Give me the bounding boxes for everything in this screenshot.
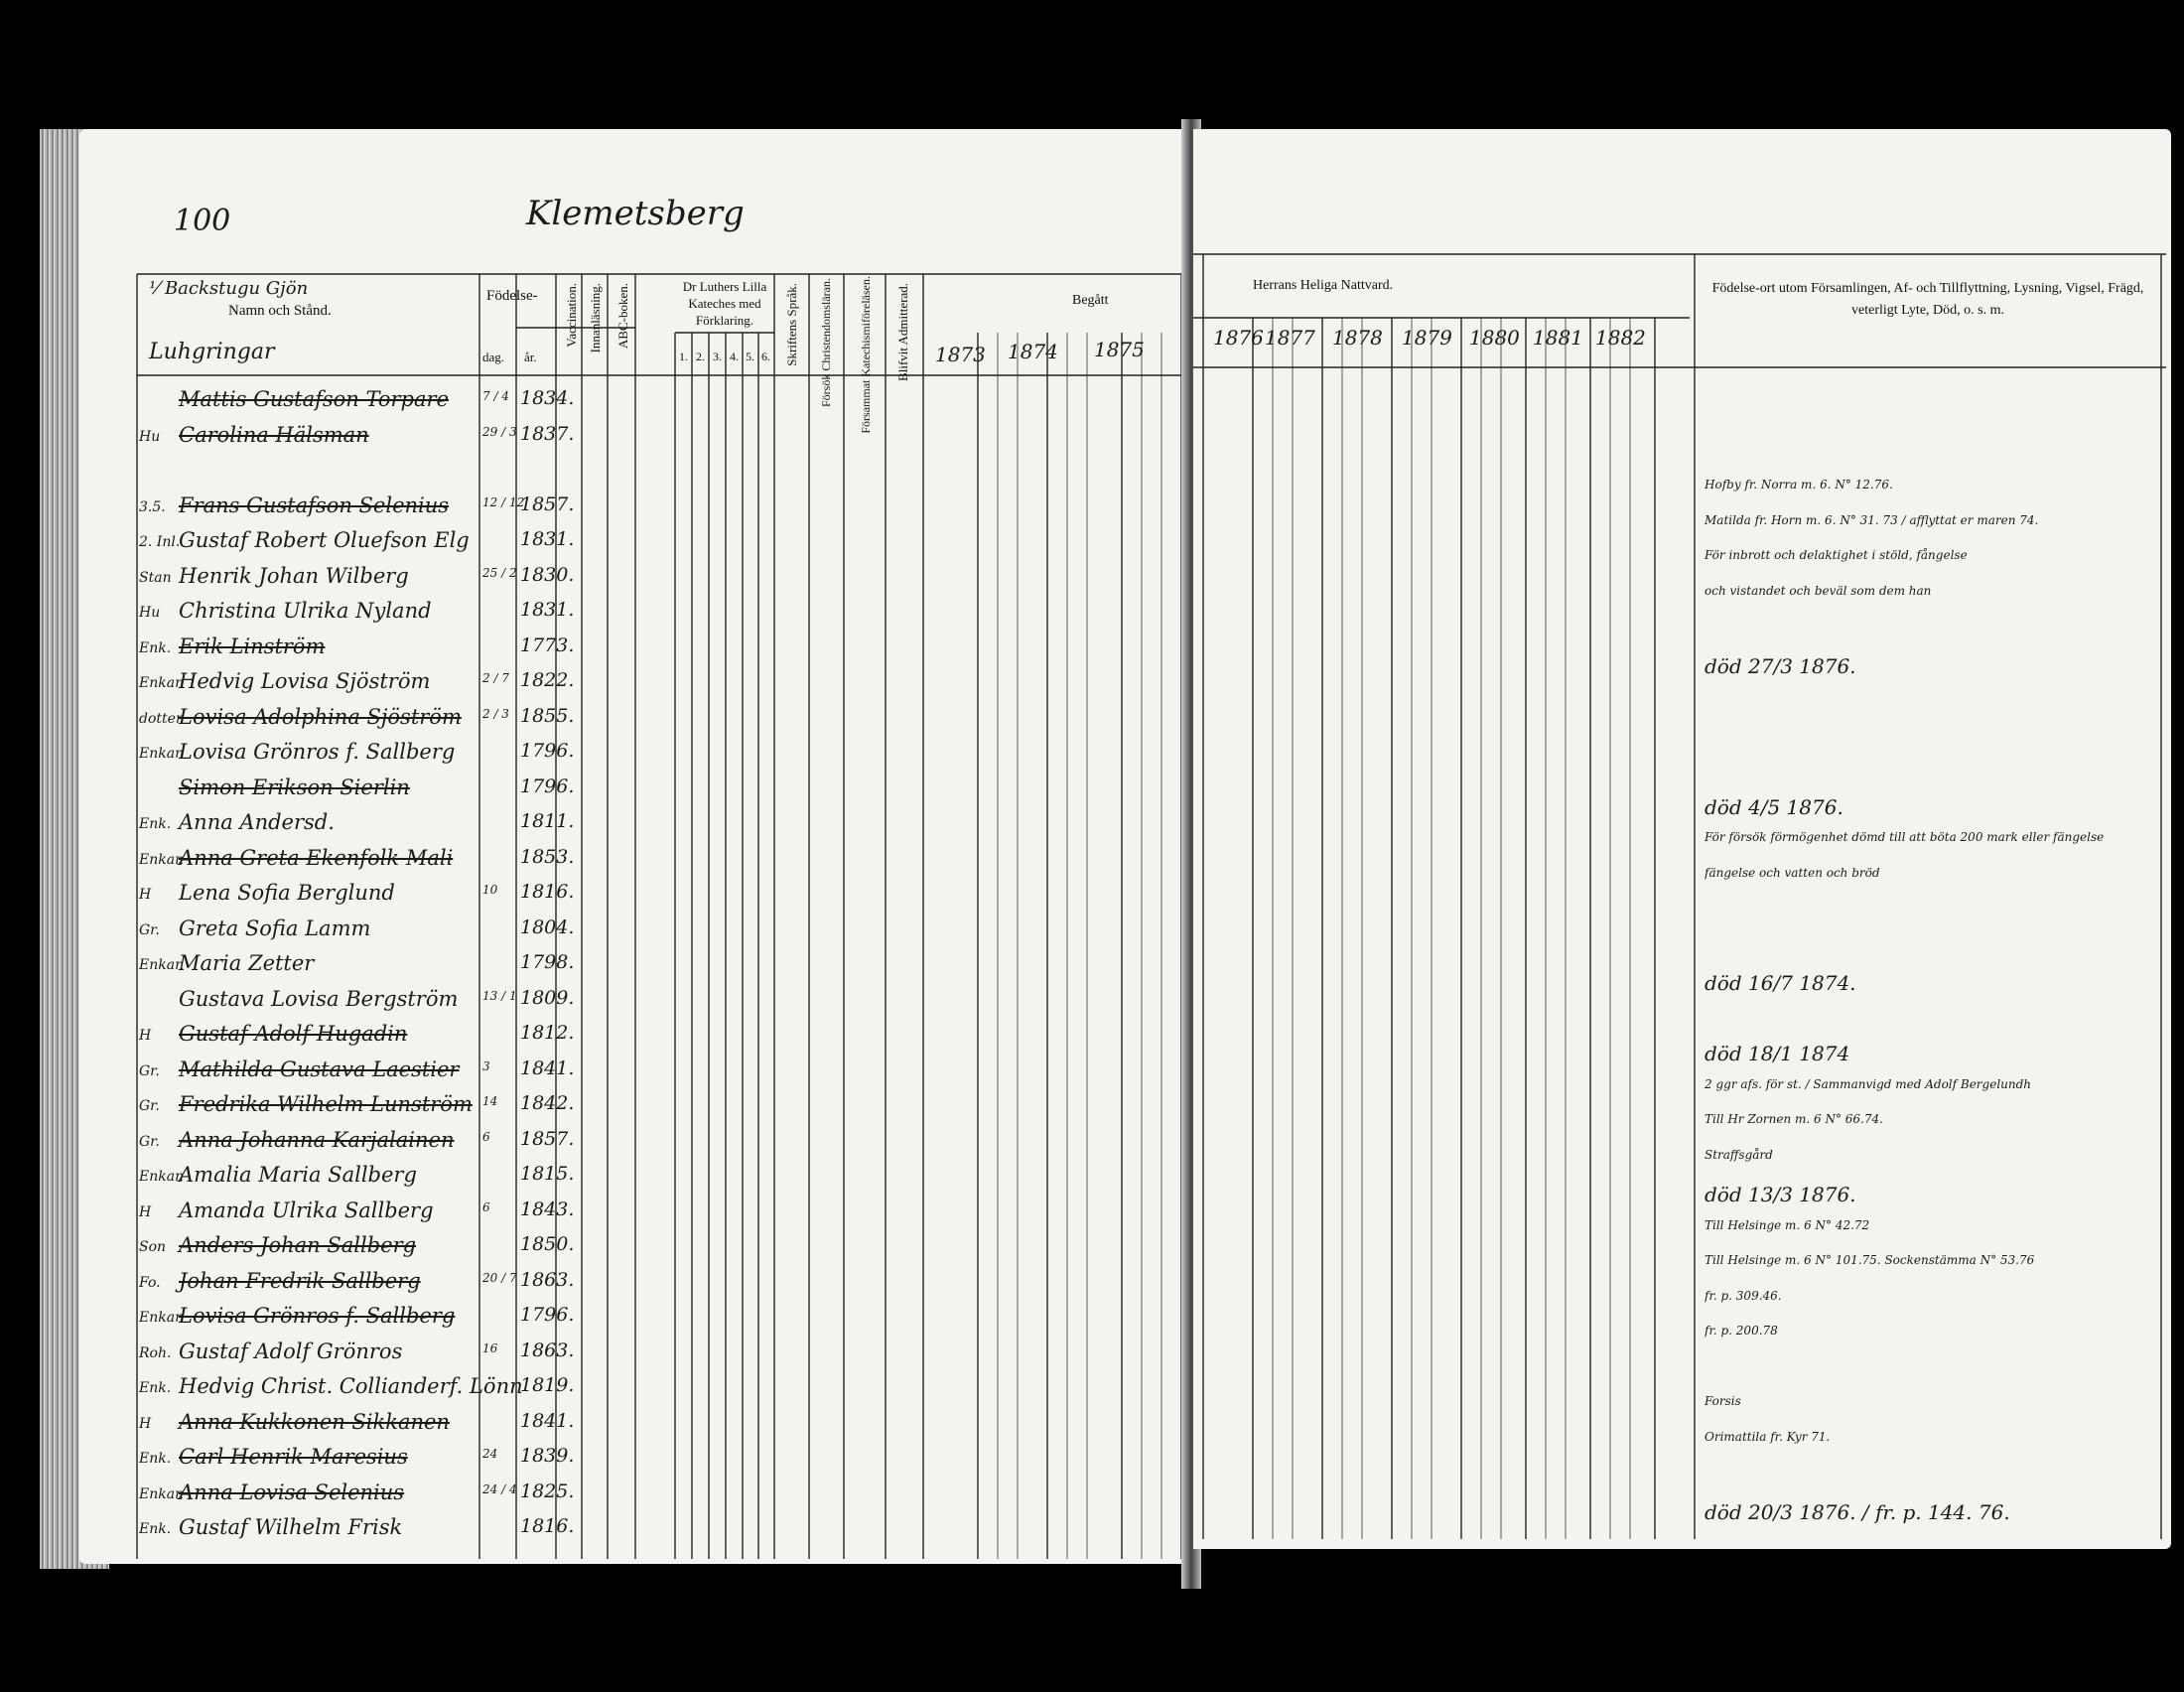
row-birth-year: 1822.	[520, 669, 575, 691]
row-birth-year: 1841.	[520, 1057, 575, 1079]
header-luther-col-5: 5.	[746, 350, 754, 363]
row-prefix: dotter	[139, 710, 183, 727]
row-name: Frans Gustafson Selenius	[179, 493, 450, 517]
row-name: Anders Johan Sallberg	[179, 1233, 417, 1257]
row-birth-year: 1834.	[520, 387, 575, 409]
row-birth-year: 1857.	[520, 1127, 575, 1150]
row-prefix: Gr.	[139, 1098, 160, 1114]
row-birth-year: 1855.	[520, 704, 575, 727]
row-prefix: Gr.	[139, 1133, 160, 1150]
row-name: Mathilda Gustava Laestier	[179, 1057, 460, 1081]
row-birth-year: 1843.	[520, 1198, 575, 1220]
row-prefix: 3.5.	[139, 498, 166, 515]
row-birth-year: 1825.	[520, 1480, 575, 1502]
row-birth-year: 1798.	[520, 951, 575, 973]
row-name: Fredrika Wilhelm Lunström	[179, 1092, 473, 1116]
header-innanlasning: Innanläsning.	[588, 283, 603, 353]
row-birth-year: 1804.	[520, 916, 575, 938]
row-prefix: Enkan	[139, 746, 185, 762]
row-name: Carl Henrik Maresius	[179, 1445, 408, 1469]
row-birth-year: 1850.	[520, 1233, 575, 1255]
row-name: Maria Zetter	[179, 951, 315, 975]
header-birth-year: år.	[524, 350, 537, 364]
row-remark: Forsis	[1705, 1394, 1741, 1408]
row-prefix: Enk.	[139, 1451, 172, 1467]
row-birth-day: 12 / 12	[482, 494, 525, 509]
row-remark: Till Helsinge m. 6 N° 101.75. Sockenstämma N° 53.76	[1705, 1253, 2035, 1267]
year-1873: 1873	[935, 343, 986, 366]
row-prefix: Roh.	[139, 1344, 172, 1361]
row-prefix: H	[139, 1415, 152, 1432]
row-birth-year: 1839.	[520, 1445, 575, 1467]
row-birth-year: 1816.	[520, 881, 575, 903]
row-remark: död 20/3 1876. / fr. p. 144. 76.	[1705, 1499, 2010, 1524]
row-remark: Straffsgård	[1705, 1147, 1773, 1162]
header-name-prefix: ⅟ Backstugu Gjön	[149, 278, 309, 299]
row-birth-year: 1796.	[520, 1304, 575, 1326]
row-birth-year: 1773.	[520, 634, 575, 656]
row-prefix: Enkan	[139, 957, 185, 973]
row-birth-day: 29 / 3	[482, 424, 517, 439]
row-birth-year: 1809.	[520, 986, 575, 1009]
row-name: Simon Erikson Sierlin	[179, 775, 410, 799]
row-remark: död 4/5 1876.	[1705, 794, 1843, 819]
header-bliftvit: Blifvit Admitterad.	[895, 283, 910, 381]
row-name: Anna Andersd.	[179, 810, 335, 834]
row-name: Lovisa Adolphina Sjöström	[179, 704, 462, 729]
row-remark: Hofby fr. Norra m. 6. N° 12.76.	[1705, 478, 1893, 492]
row-birth-day: 7 / 4	[482, 389, 509, 403]
row-remark: Till Helsinge m. 6 N° 42.72	[1705, 1217, 1870, 1232]
row-prefix: Enk.	[139, 1380, 172, 1396]
row-name: Anna Johanna Karjalainen	[179, 1127, 455, 1152]
row-remark: fängelse och vatten och bröd	[1705, 865, 1880, 880]
row-name: Amalia Maria Sallberg	[179, 1163, 417, 1187]
row-name: Anna Kukkonen Sikkanen	[179, 1409, 450, 1434]
row-name: Henrik Johan Wilberg	[179, 563, 409, 588]
header-begatt: Begått	[1072, 293, 1109, 308]
header-forsok: Försök Christendomsläran.	[819, 278, 833, 407]
row-prefix: Enk.	[139, 1521, 172, 1537]
row-birth-year: 1842.	[520, 1092, 575, 1114]
row-name: Hedvig Christ. Collianderf. Lönn	[179, 1374, 523, 1398]
row-name: Mattis Gustafson Torpare	[179, 387, 449, 411]
row-birth-year: 1830.	[520, 563, 575, 586]
header-luther-col-4: 4.	[730, 350, 739, 363]
row-remark: och vistandet och beväl som dem han	[1705, 583, 1932, 598]
row-name: Lovisa Grönros f. Sallberg	[179, 1304, 456, 1328]
year-1876: 1876	[1213, 326, 1264, 350]
row-prefix: Hu	[139, 605, 161, 621]
row-name: Anna Lovisa Selenius	[179, 1480, 405, 1504]
row-birth-year: 1831.	[520, 528, 575, 550]
row-prefix: Son	[139, 1239, 167, 1255]
year-1877: 1877	[1265, 326, 1315, 350]
header-luther-col-3: 3.	[713, 350, 722, 363]
row-birth-year: 1816.	[520, 1515, 575, 1537]
header-abc: ABC-boken.	[615, 283, 630, 350]
row-birth-year: 1863.	[520, 1339, 575, 1361]
year-1878: 1878	[1332, 326, 1383, 350]
row-name: Erik Linström	[179, 634, 326, 658]
row-name: Hedvig Lovisa Sjöström	[179, 669, 431, 693]
row-birth-year: 1819.	[520, 1374, 575, 1396]
row-birth-day: 24 / 4	[482, 1481, 517, 1496]
row-name: Carolina Hälsman	[179, 422, 369, 447]
year-1880: 1880	[1469, 326, 1520, 350]
row-birth-day: 2 / 3	[482, 706, 509, 721]
row-remark: 2 ggr afs. för st. / Sammanvigd med Adolf Bergelundh	[1705, 1076, 2032, 1091]
row-remark: fr. p. 309.46.	[1705, 1288, 1782, 1303]
row-name: Lovisa Grönros f. Sallberg	[179, 740, 456, 764]
row-birth-day: 6	[482, 1129, 490, 1144]
row-name: Greta Sofia Lamm	[179, 916, 371, 940]
row-birth-year: 1841.	[520, 1409, 575, 1432]
row-name: Gustaf Wilhelm Frisk	[179, 1515, 403, 1539]
row-birth-day: 16	[482, 1340, 498, 1355]
row-name: Gustaf Adolf Hugadin	[179, 1022, 408, 1046]
header-remarks: Födelse-ort utom Församlingen, Af- och Tillflyttning, Lysning, Vigsel, Frägd, veterligt Lyte, Död, o. s. m.	[1711, 281, 2144, 318]
row-remark: död 13/3 1876.	[1705, 1183, 1856, 1206]
row-prefix: Enkan	[139, 1485, 185, 1502]
row-prefix: 2. Inl.	[139, 534, 181, 550]
year-1881: 1881	[1533, 326, 1583, 350]
row-birth-day: 2 / 7	[482, 671, 509, 685]
row-birth-day: 24	[482, 1447, 498, 1461]
row-birth-year: 1863.	[520, 1268, 575, 1291]
header-luther-col-6: 6.	[761, 350, 770, 363]
row-birth-day: 14	[482, 1094, 498, 1108]
row-remark: Till Hr Zornen m. 6 N° 66.74.	[1705, 1112, 1883, 1126]
page-number: 100	[174, 204, 231, 238]
row-prefix: H	[139, 1028, 152, 1044]
row-birth-day: 3	[482, 1058, 490, 1073]
header-luther: Dr Luthers Lilla Kateches med Förklaring.	[682, 279, 767, 328]
right-page	[1193, 129, 2171, 1549]
row-prefix: Enkan	[139, 851, 185, 868]
open-register-book	[40, 109, 2174, 1599]
row-remark: För inbrott och delaktighet i stöld, fångelse	[1705, 548, 1968, 562]
header-skrift: Skriftens Språk.	[784, 283, 799, 366]
row-name: Amanda Ulrika Sallberg	[179, 1198, 434, 1222]
header-house: Luhgringar	[149, 340, 275, 364]
row-name: Johan Fredrik Sallberg	[179, 1268, 421, 1293]
row-prefix: Gr.	[139, 921, 160, 938]
row-birth-day: 20 / 7	[482, 1270, 517, 1285]
row-remark: fr. p. 200.78	[1705, 1324, 1778, 1338]
row-prefix: Hu	[139, 428, 161, 445]
year-1882: 1882	[1595, 326, 1646, 350]
row-birth-day: 10	[482, 883, 498, 897]
row-birth-day: 25 / 2	[482, 565, 517, 580]
row-prefix: Fo.	[139, 1274, 161, 1291]
row-remark: död 18/1 1874	[1705, 1042, 1850, 1065]
row-birth-day: 6	[482, 1199, 490, 1214]
row-birth-year: 1837.	[520, 422, 575, 445]
row-birth-year: 1857.	[520, 493, 575, 515]
row-remark: Orimattila fr. Kyr 71.	[1705, 1429, 1831, 1444]
row-prefix: Enkan	[139, 675, 185, 691]
row-prefix: Enk.	[139, 639, 172, 656]
row-name: Lena Sofia Berglund	[179, 881, 395, 905]
row-prefix: Enk.	[139, 816, 172, 832]
row-remark: död 16/7 1874.	[1705, 971, 1856, 995]
row-prefix: Gr.	[139, 1062, 160, 1079]
row-birth-year: 1853.	[520, 845, 575, 868]
row-birth-day: 13 / 1	[482, 988, 517, 1003]
left-page	[79, 129, 1191, 1564]
row-birth-year: 1796.	[520, 740, 575, 762]
header-nattvard: Herrans Heliga Nattvard.	[1253, 278, 1394, 293]
row-birth-year: 1812.	[520, 1022, 575, 1044]
row-birth-year: 1831.	[520, 599, 575, 621]
row-remark: Matilda fr. Horn m. 6. N° 31. 73 / afflyttat er maren 74.	[1705, 512, 2039, 527]
year-1879: 1879	[1402, 326, 1452, 350]
header-vaccination: Vaccination.	[564, 283, 579, 348]
row-name: Christina Ulrika Nyland	[179, 599, 432, 623]
header-birth-day: dag.	[482, 350, 505, 364]
row-remark: För försök förmögenhet dömd till att böta 200 mark eller fängelse	[1705, 830, 2105, 844]
row-prefix: Enkan	[139, 1310, 185, 1326]
row-birth-year: 1815.	[520, 1163, 575, 1185]
header-luther-col-2: 2.	[696, 350, 705, 363]
header-luther-col-1: 1.	[679, 350, 688, 363]
parish-heading: Klemetsberg	[526, 194, 745, 233]
row-prefix: Enkan	[139, 1169, 185, 1185]
header-forsamm: Försammat Katechismiföreläsen.	[859, 276, 873, 434]
row-prefix: Stan	[139, 569, 172, 586]
row-birth-year: 1796.	[520, 775, 575, 797]
row-name: Gustaf Robert Oluefson Elg	[179, 528, 470, 552]
row-remark: död 27/3 1876.	[1705, 653, 1856, 678]
header-name: Namn och Stånd.	[228, 303, 332, 319]
header-birth: Födelse-	[486, 288, 538, 304]
year-1875: 1875	[1094, 338, 1145, 361]
row-name: Gustaf Adolf Grönros	[179, 1339, 403, 1363]
row-prefix: H	[139, 887, 152, 903]
row-prefix: H	[139, 1203, 152, 1220]
row-name: Anna Greta Ekenfolk Mali	[179, 845, 454, 870]
row-birth-year: 1811.	[520, 810, 575, 832]
row-name: Gustava Lovisa Bergström	[179, 986, 459, 1011]
year-1874: 1874	[1008, 340, 1058, 363]
